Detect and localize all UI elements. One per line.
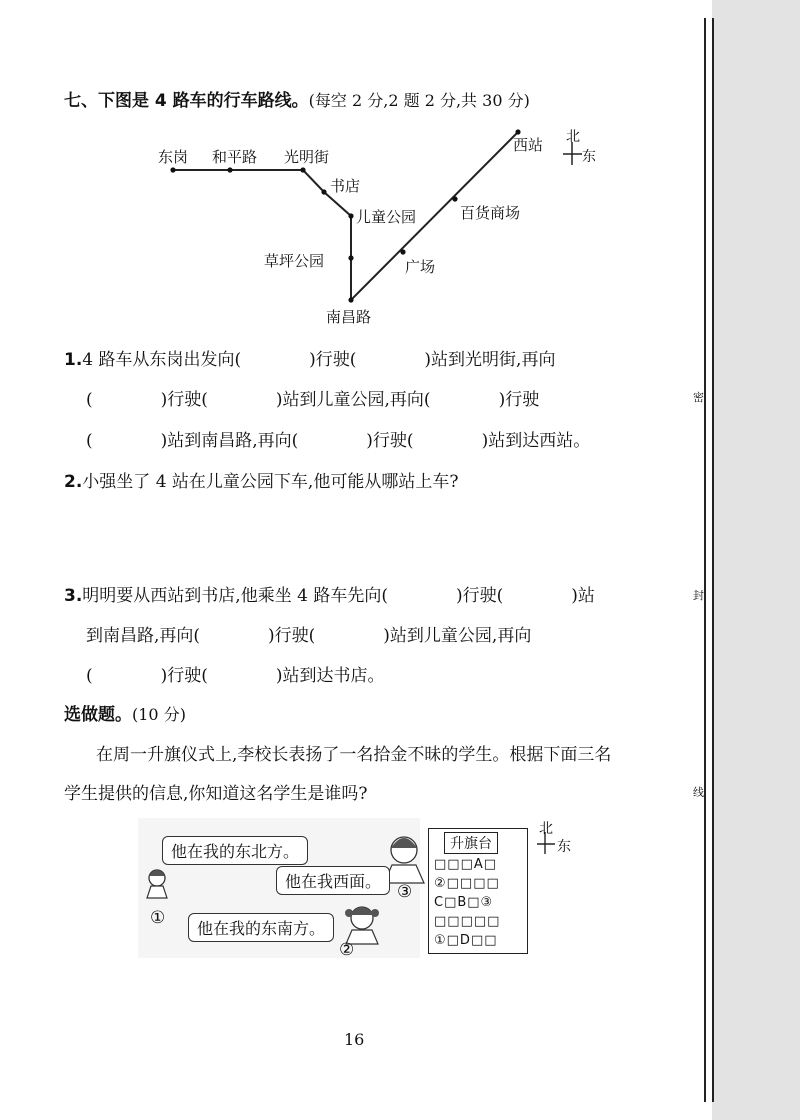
binding-char-feng: 封 xyxy=(693,585,704,605)
question-3-line-1: 3.明明要从西站到书店,他乘坐 4 路车先向( )行驶( )站 xyxy=(64,586,595,606)
station-label-shudian: 书店 xyxy=(330,177,361,195)
station-label-nanchanglu: 南昌路 xyxy=(326,308,372,326)
station-label-baihuoshangchang: 百货商场 xyxy=(460,204,521,222)
station-label-hepinglu: 和平路 xyxy=(212,148,258,166)
grid-row-2: ②□□□□ xyxy=(434,876,500,891)
optional-title-text: 选做题。 xyxy=(64,705,132,725)
compass-east-label: 东 xyxy=(582,149,596,165)
question-3-number: 3. xyxy=(64,586,83,606)
station-label-xizhan: 西站 xyxy=(513,136,544,154)
grid-row-4: □□□□□ xyxy=(434,914,501,929)
section-title-text: 七、下图是 4 路车的行车路线。 xyxy=(64,91,309,111)
speech-bubble-2: 他在我的东南方。 xyxy=(188,913,334,942)
station-label-donggang: 东岗 xyxy=(158,148,189,166)
question-1-line-3: ( )站到南昌路,再向( )行驶( )站到达西站。 xyxy=(86,431,591,451)
optional-score-note: (10 分) xyxy=(132,705,186,724)
optional-paragraph-line-1: 在周一升旗仪式上,李校长表扬了一名拾金不昧的学生。根据下面三名 xyxy=(96,745,612,765)
station-label-ertonggongyuan: 儿童公园 xyxy=(356,208,417,226)
question-1-number: 1. xyxy=(64,350,83,370)
grid-compass-north-label: 北 xyxy=(539,821,553,837)
question-3-line-3: ( )行驶( )站到达书店。 xyxy=(86,666,385,686)
binding-char-xian: 线 xyxy=(693,782,704,802)
student-label-2: ② xyxy=(339,940,355,960)
question-1-line-1: 1.4 路车从东岗出发向( )行驶( )站到光明街,再向 xyxy=(64,350,556,370)
flag-stage-label: 升旗台 xyxy=(444,832,498,854)
station-label-caopinggongyuan: 草坪公园 xyxy=(264,252,325,270)
question-1-line-2: ( )行驶( )站到儿童公园,再向( )行驶 xyxy=(86,390,540,410)
station-label-guangchang: 广场 xyxy=(405,258,436,276)
section-score-note: (每空 2 分,2 题 2 分,共 30 分) xyxy=(308,91,530,110)
grid-row-1: □□□A□ xyxy=(434,857,498,872)
student-label-3: ③ xyxy=(397,882,413,902)
grid-row-5: ①□D□□ xyxy=(434,933,498,948)
question-2: 2.小强坐了 4 站在儿童公园下车,他可能从哪站上车? xyxy=(64,472,459,492)
binding-char-mi: 密 xyxy=(693,387,704,407)
optional-paragraph-line-2: 学生提供的信息,你知道这名学生是谁吗? xyxy=(64,784,368,804)
grid-row-3: C□B□③ xyxy=(434,895,494,910)
question-2-number: 2. xyxy=(64,472,83,492)
speech-bubble-1: 他在我的东北方。 xyxy=(162,836,308,865)
speech-bubble-3: 他在我西面。 xyxy=(276,866,390,895)
station-label-guangmingjie: 光明街 xyxy=(284,148,330,166)
question-3-line-2: 到南昌路,再向( )行驶( )站到儿童公园,再向 xyxy=(86,626,532,646)
compass-north-label: 北 xyxy=(566,129,580,145)
binding-margin xyxy=(712,0,800,1120)
binding-line-right xyxy=(712,18,714,1102)
grid-compass-east-label: 东 xyxy=(557,839,571,855)
page-number: 16 xyxy=(344,1030,365,1049)
seating-grid xyxy=(428,828,528,954)
student-label-1: ① xyxy=(150,908,166,928)
binding-line-left xyxy=(704,18,706,1102)
